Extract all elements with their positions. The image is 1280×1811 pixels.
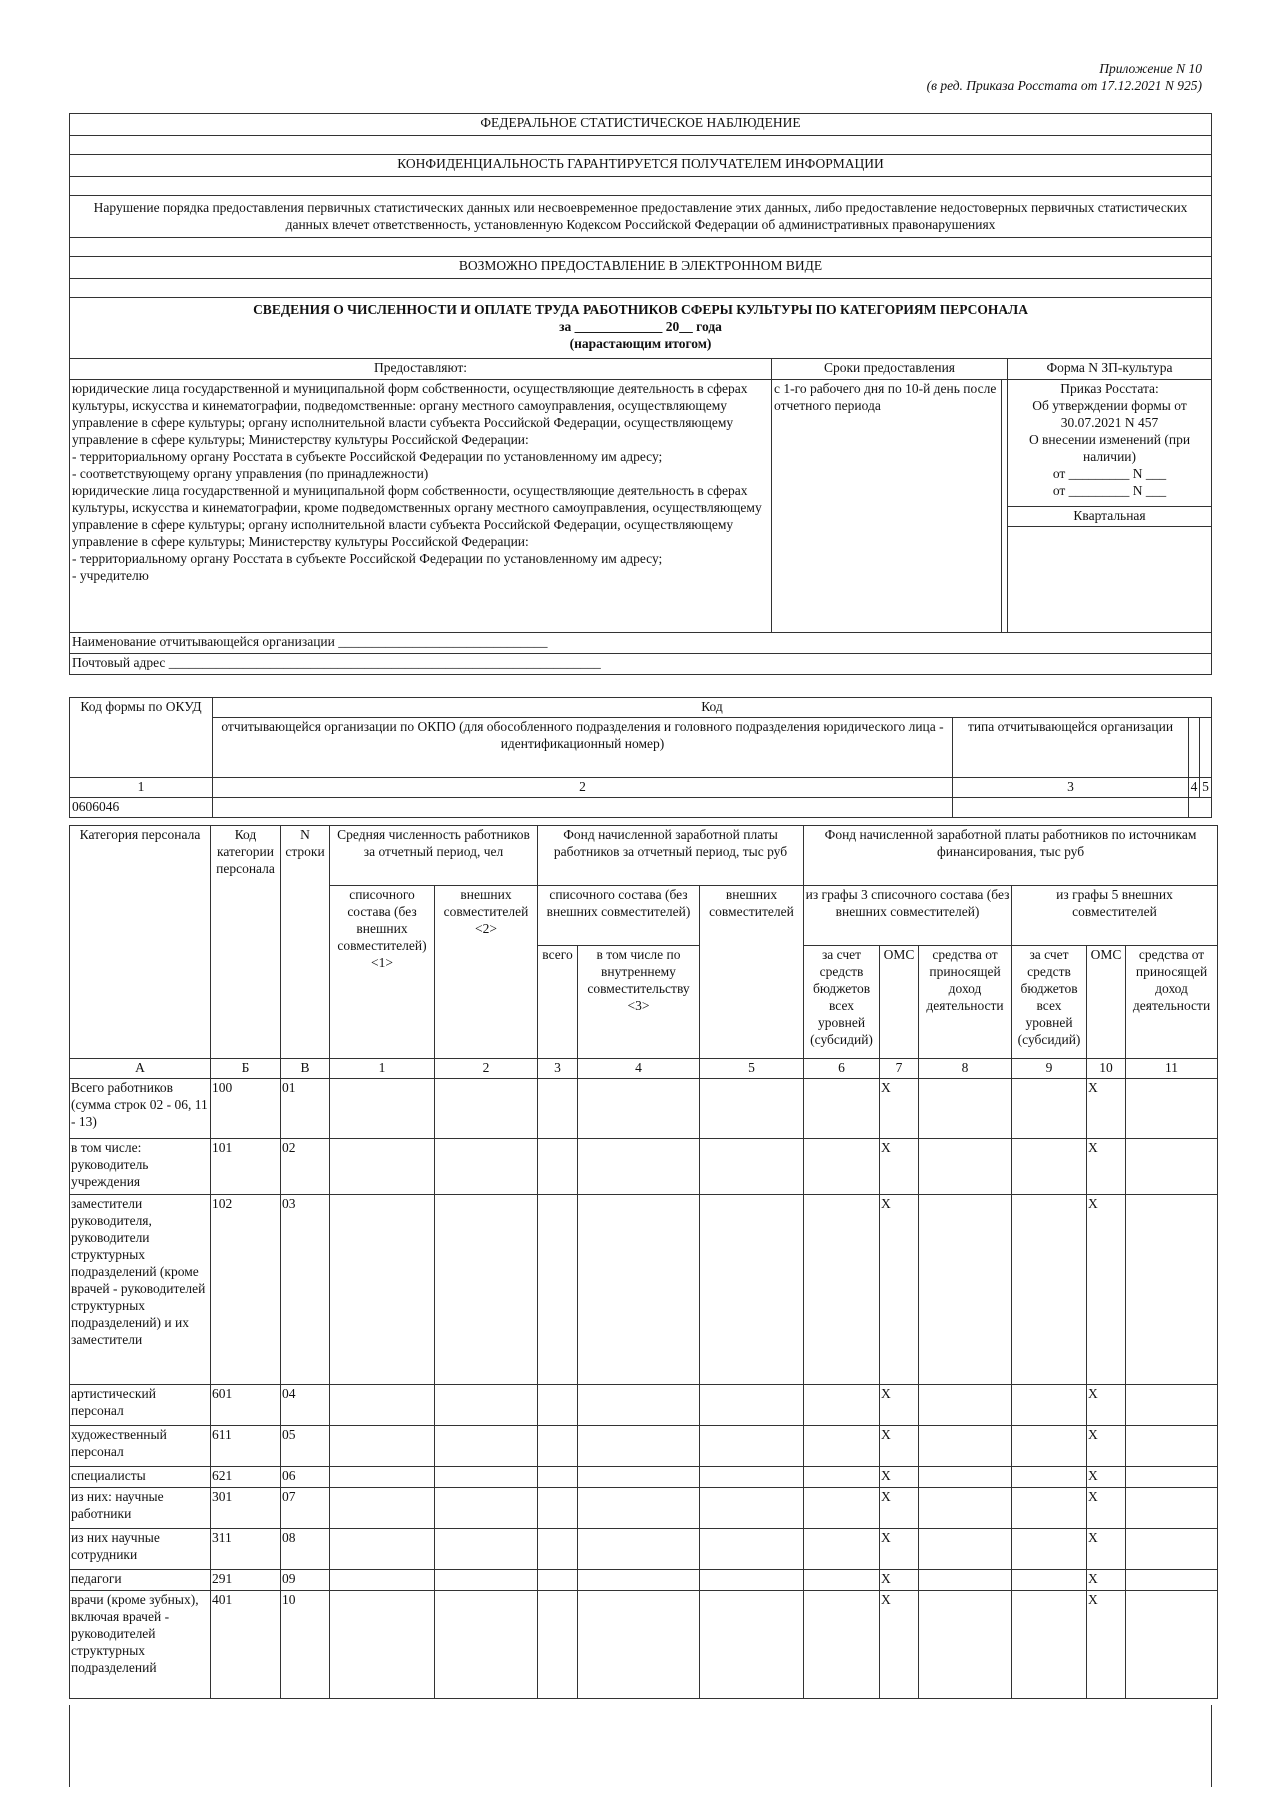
respondents-text-2: - территориальному органу Росстата в субъекте Российской Федерации по установленному им адресу; (72, 449, 663, 464)
cell-col10-x: X (1087, 1570, 1126, 1591)
row-line: 03 (281, 1195, 330, 1385)
cell-col5[interactable] (700, 1195, 804, 1385)
main-data-table (69, 825, 1218, 1699)
cell-col8[interactable] (919, 1195, 1012, 1385)
cell-col2[interactable] (435, 1591, 538, 1699)
cell-col11[interactable] (1126, 1467, 1218, 1488)
cell-col11[interactable] (1126, 1529, 1218, 1570)
cell-col3[interactable] (538, 1467, 578, 1488)
row-code: 301 (211, 1488, 281, 1529)
row-category: из них: научные работники (70, 1488, 211, 1529)
spacer-row (70, 238, 1212, 257)
cell-col2[interactable] (435, 1426, 538, 1467)
cell-col7-x: X (880, 1139, 919, 1195)
col-num-1: 1 (330, 1059, 435, 1079)
table-row (70, 1079, 1218, 1139)
cell-col11[interactable] (1126, 1488, 1218, 1529)
cell-col6[interactable] (804, 1488, 880, 1529)
row-line: 10 (281, 1591, 330, 1699)
cell-col7-x: X (880, 1195, 919, 1385)
spacer-row (70, 136, 1212, 155)
row-category: в том числе: руководитель учреждения (70, 1139, 211, 1195)
approval-line-4: от _________ N ___ (1052, 466, 1167, 481)
h-avg-external: внешних совместителей <2> (435, 886, 538, 1059)
row-category: заместители руководителя, руководители структурных подразделений (кроме врачей - руководителей структурных подразделений) и их заместители (70, 1195, 211, 1385)
row-category: из них научные сотрудники (70, 1529, 211, 1570)
cell-col8[interactable] (919, 1426, 1012, 1467)
row-code: 291 (211, 1570, 281, 1591)
row-line: 01 (281, 1079, 330, 1139)
report-period: за _____________ 20__ года (559, 319, 722, 334)
cell-col1[interactable] (330, 1529, 435, 1570)
h-wage-fund: Фонд начисленной заработной платы работников за отчетный период, тыс руб (538, 826, 804, 886)
cell-col11[interactable] (1126, 1195, 1218, 1385)
cell-col4[interactable] (578, 1385, 700, 1426)
code-num-5: 5 (1200, 778, 1212, 798)
row-category: артистический персонал (70, 1385, 211, 1426)
cell-col10-x: X (1087, 1488, 1126, 1529)
col-num-2: 2 (435, 1059, 538, 1079)
cell-col2[interactable] (435, 1195, 538, 1385)
cell-col9[interactable] (1012, 1385, 1087, 1426)
h-fund-external: внешних совместителей (700, 886, 804, 1059)
deadline-text: с 1-го рабочего дня по 10-й день после отчетного периода (772, 380, 1002, 633)
cell-col10-x: X (1087, 1591, 1126, 1699)
code-num-2: 2 (213, 778, 953, 798)
cell-col4[interactable] (578, 1488, 700, 1529)
cell-col6[interactable] (804, 1529, 880, 1570)
respondents-text-4: юридические лица государственной и муниципальной форм собственности, осуществляющие деятельность в сферах культуры, искусства и кинематографии, кроме подведомственных органу местного самоуправления, осуществляющему управление в сфере культуры; органу исполнительной власти субъекта Российской Федерации, осуществляющему управление в сфере культуры; Министерству культуры Российской Федерации: (72, 483, 762, 549)
cell-col3[interactable] (538, 1079, 578, 1139)
row-line: 07 (281, 1488, 330, 1529)
provide-header: Предоставляют: (70, 359, 772, 380)
row-code: 311 (211, 1529, 281, 1570)
row-code: 401 (211, 1591, 281, 1699)
cell-col4[interactable] (578, 1195, 700, 1385)
cell-col7-x: X (880, 1529, 919, 1570)
spacer-row (70, 177, 1212, 196)
cell-col9[interactable] (1012, 1426, 1087, 1467)
respondents-text-3: - соответствующему органу управления (по принадлежности) (72, 466, 429, 481)
cell-col4[interactable] (578, 1570, 700, 1591)
h-income-col8: средства от приносящей доход деятельности (919, 946, 1012, 1059)
col-num-a: А (70, 1059, 211, 1079)
org-type-value[interactable] (953, 798, 1189, 818)
approval-line-2: Об утверждении формы от 30.07.2021 N 457 (1032, 398, 1187, 430)
cell-col6[interactable] (804, 1426, 880, 1467)
row-line: 02 (281, 1139, 330, 1195)
cell-col11[interactable] (1126, 1570, 1218, 1591)
h-funding-sources: Фонд начисленной заработной платы работников по источникам финансирования, тыс руб (804, 826, 1218, 886)
code-header: Код (213, 698, 1212, 718)
cell-col2[interactable] (435, 1079, 538, 1139)
postal-address-line: Почтовый адрес ________________________________________________________________ (70, 654, 1212, 675)
cell-col2[interactable] (435, 1570, 538, 1591)
okpo-value[interactable] (213, 798, 953, 818)
cell-col9[interactable] (1012, 1467, 1087, 1488)
deadline-header: Сроки предоставления (772, 359, 1008, 380)
h-category-code: Код категории персонала (211, 826, 281, 1059)
okud-header: Код формы по ОКУД (70, 698, 213, 778)
appendix-number: Приложение N 10 (1099, 61, 1202, 76)
row-code: 102 (211, 1195, 281, 1385)
form-header-table (69, 113, 1212, 675)
cell-col5[interactable] (700, 1570, 804, 1591)
cell-col9[interactable] (1012, 1529, 1087, 1570)
cell-col8[interactable] (919, 1139, 1012, 1195)
cell-col10-x: X (1087, 1426, 1126, 1467)
cell-col9[interactable] (1012, 1570, 1087, 1591)
col-num-9: 9 (1012, 1059, 1087, 1079)
cell-col9[interactable] (1012, 1591, 1087, 1699)
row-category: специалисты (70, 1467, 211, 1488)
cell-col6[interactable] (804, 1591, 880, 1699)
form-number-header: Форма N ЗП-культура (1008, 359, 1212, 380)
cell-col6[interactable] (804, 1139, 880, 1195)
spacer-row (70, 279, 1212, 298)
cell-col8[interactable] (919, 1488, 1012, 1529)
cell-col3[interactable] (538, 1529, 578, 1570)
cell-col4[interactable] (578, 1467, 700, 1488)
cell-col2[interactable] (435, 1385, 538, 1426)
h-budget-col9: за счет средств бюджетов всех уровней (субсидий) (1012, 946, 1087, 1059)
cell-col10-x: X (1087, 1529, 1126, 1570)
appendix-revision: (в ред. Приказа Росстата от 17.12.2021 N 925) (926, 78, 1202, 93)
cell-col3[interactable] (538, 1426, 578, 1467)
cell-col5[interactable] (700, 1591, 804, 1699)
cell-col5[interactable] (700, 1529, 804, 1570)
cell-col10-x: X (1087, 1385, 1126, 1426)
row-code: 621 (211, 1467, 281, 1488)
cell-col2[interactable] (435, 1467, 538, 1488)
cell-col2[interactable] (435, 1529, 538, 1570)
table-row (70, 1570, 1218, 1591)
cell-col7-x: X (880, 1079, 919, 1139)
okpo-header: отчитывающейся организации по ОКПО (для обособленного подразделения и головного подразделения юридического лица - идентификационный номер) (213, 718, 953, 778)
cell-col5[interactable] (700, 1488, 804, 1529)
federal-observation: ФЕДЕРАЛЬНОЕ СТАТИСТИЧЕСКОЕ НАБЛЮДЕНИЕ (70, 114, 1212, 136)
h-avg-headcount: Средняя численность работников за отчетный период, чел (330, 826, 538, 886)
row-category: педагоги (70, 1570, 211, 1591)
cell-col5[interactable] (700, 1385, 804, 1426)
cell-col9[interactable] (1012, 1079, 1087, 1139)
cell-col8[interactable] (919, 1529, 1012, 1570)
row-code: 611 (211, 1426, 281, 1467)
page-continuation-frame (69, 1705, 1212, 1787)
approval-line-3: О внесении изменений (при наличии) (1028, 432, 1191, 464)
code-num-1: 1 (70, 778, 213, 798)
cell-col3[interactable] (538, 1570, 578, 1591)
cell-col7-x: X (880, 1488, 919, 1529)
col-num-8: 8 (919, 1059, 1012, 1079)
table-row (70, 1139, 1218, 1195)
form-title-block (70, 298, 1212, 359)
row-code: 100 (211, 1079, 281, 1139)
cell-col9[interactable] (1012, 1488, 1087, 1529)
okud-value: 0606046 (70, 798, 213, 818)
h-oms-col7: ОМС (880, 946, 919, 1059)
electronic-notice: ВОЗМОЖНО ПРЕДОСТАВЛЕНИЕ В ЭЛЕКТРОННОМ ВИДЕ (70, 257, 1212, 279)
cell-col6[interactable] (804, 1195, 880, 1385)
cell-col8[interactable] (919, 1079, 1012, 1139)
h-category: Категория персонала (70, 826, 211, 1059)
cell-col7-x: X (880, 1591, 919, 1699)
org-name-line: Наименование отчитывающейся организации _______________________________ (70, 633, 1212, 654)
cell-col11[interactable] (1126, 1426, 1218, 1467)
cell-col1[interactable] (330, 1139, 435, 1195)
cell-col5[interactable] (700, 1467, 804, 1488)
h-src-from-col3: из графы 3 списочного состава (без внешних совместителей) (804, 886, 1012, 946)
code-extra-value[interactable] (1189, 798, 1212, 818)
table-row (70, 1488, 1218, 1529)
cell-col1[interactable] (330, 1467, 435, 1488)
cell-col2[interactable] (435, 1139, 538, 1195)
approval-line-5: от _________ N ___ (1052, 483, 1167, 498)
row-category: Всего работников (сумма строк 02 - 06, 11 - 13) (70, 1079, 211, 1139)
cell-col1[interactable] (330, 1570, 435, 1591)
cell-col4[interactable] (578, 1426, 700, 1467)
cell-col10-x: X (1087, 1139, 1126, 1195)
cell-col3[interactable] (538, 1195, 578, 1385)
cell-col7-x: X (880, 1426, 919, 1467)
h-income-col11: средства от приносящей доход деятельности (1126, 946, 1218, 1059)
code-col-4-header (1189, 718, 1200, 778)
col-num-v: В (281, 1059, 330, 1079)
table-row (70, 1385, 1218, 1426)
row-code: 601 (211, 1385, 281, 1426)
col-num-11: 11 (1126, 1059, 1218, 1079)
form-approval (1008, 380, 1212, 507)
cell-col9[interactable] (1012, 1139, 1087, 1195)
cell-col10-x: X (1087, 1079, 1126, 1139)
h-src-from-col5: из графы 5 внешних совместителей (1012, 886, 1218, 946)
col-num-4: 4 (578, 1059, 700, 1079)
cell-col1[interactable] (330, 1385, 435, 1426)
h-budget-col6: за счет средств бюджетов всех уровней (субсидий) (804, 946, 880, 1059)
periodicity: Квартальная (1008, 507, 1212, 527)
cell-col1[interactable] (330, 1079, 435, 1139)
table-row (70, 1195, 1218, 1385)
code-col-5-header (1200, 718, 1212, 778)
row-line: 06 (281, 1467, 330, 1488)
cell-col1[interactable] (330, 1591, 435, 1699)
cell-col5[interactable] (700, 1079, 804, 1139)
cell-col5[interactable] (700, 1426, 804, 1467)
cell-col4[interactable] (578, 1591, 700, 1699)
h-avg-list: списочного состава (без внешних совместителей) <1> (330, 886, 435, 1059)
respondents-cell (70, 380, 772, 633)
h-oms-col10: ОМС (1087, 946, 1126, 1059)
col-num-b: Б (211, 1059, 281, 1079)
row-category: врачи (кроме зубных), включая врачей - руководителей структурных подразделений (70, 1591, 211, 1699)
table-row (70, 1426, 1218, 1467)
table-row (70, 1591, 1218, 1699)
cell-col1[interactable] (330, 1488, 435, 1529)
cell-col1[interactable] (330, 1195, 435, 1385)
cell-col7-x: X (880, 1467, 919, 1488)
cell-col8[interactable] (919, 1385, 1012, 1426)
code-num-3: 3 (953, 778, 1189, 798)
approval-line-1: Приказ Росстата: (1060, 381, 1159, 396)
cell-col11[interactable] (1126, 1139, 1218, 1195)
cell-col6[interactable] (804, 1570, 880, 1591)
appendix-note (927, 60, 1202, 94)
respondents-text-6: - учредителю (72, 568, 149, 583)
col-num-5: 5 (700, 1059, 804, 1079)
cell-col11[interactable] (1126, 1591, 1218, 1699)
row-line: 04 (281, 1385, 330, 1426)
cell-col8[interactable] (919, 1467, 1012, 1488)
empty-form-cell (1008, 527, 1212, 633)
cell-col8[interactable] (919, 1591, 1012, 1699)
cell-col7-x: X (880, 1570, 919, 1591)
table-row (70, 1467, 1218, 1488)
form-title: СВЕДЕНИЯ О ЧИСЛЕННОСТИ И ОПЛАТЕ ТРУДА РАБОТНИКОВ СФЕРЫ КУЛЬТУРЫ ПО КАТЕГОРИЯМ ПЕРСОНАЛА (253, 302, 1028, 317)
respondents-text-5: - территориальному органу Росстата в субъекте Российской Федерации по установленному им адресу; (72, 551, 663, 566)
h-fund-internal: в том числе по внутреннему совместительству <3> (578, 946, 700, 1059)
row-code: 101 (211, 1139, 281, 1195)
cell-col8[interactable] (919, 1570, 1012, 1591)
cell-col10-x: X (1087, 1467, 1126, 1488)
table-row (70, 1529, 1218, 1570)
row-category: художественный персонал (70, 1426, 211, 1467)
cell-col7-x: X (880, 1385, 919, 1426)
cell-col1[interactable] (330, 1426, 435, 1467)
cell-col3[interactable] (538, 1385, 578, 1426)
col-num-7: 7 (880, 1059, 919, 1079)
code-num-4: 4 (1189, 778, 1200, 798)
cell-col4[interactable] (578, 1529, 700, 1570)
cell-col4[interactable] (578, 1079, 700, 1139)
respondents-text-1: юридические лица государственной и муниципальной форм собственности, осуществляющие деятельность в сферах культуры, искусства и кинематографии, подведомственные: органу местного самоуправления, осуществляющему управление в сфере культуры; органу исполнительной власти субъекта Российской Федерации, осуществляющему управление в сфере культуры; Министерству культуры Российской Федерации: (72, 381, 748, 447)
liability-notice: Нарушение порядка предоставления первичных статистических данных или несвоевременное предоставление этих данных, либо предоставление недостоверных первичных статистических данных влечет ответственность, установленную Кодексом Российской Федерации об административных правонарушениях (70, 196, 1212, 238)
codes-table (69, 697, 1212, 818)
cell-col11[interactable] (1126, 1385, 1218, 1426)
col-num-3: 3 (538, 1059, 578, 1079)
row-line: 09 (281, 1570, 330, 1591)
row-line: 05 (281, 1426, 330, 1467)
h-line-number: N строки (281, 826, 330, 1059)
cell-col2[interactable] (435, 1488, 538, 1529)
cell-col10-x: X (1087, 1195, 1126, 1385)
cell-col6[interactable] (804, 1385, 880, 1426)
cell-col4[interactable] (578, 1139, 700, 1195)
col-num-6: 6 (804, 1059, 880, 1079)
org-type-header: типа отчитывающейся организации (953, 718, 1189, 778)
h-fund-list: списочного состава (без внешних совместителей) (538, 886, 700, 946)
cell-col3[interactable] (538, 1139, 578, 1195)
cell-col9[interactable] (1012, 1195, 1087, 1385)
confidentiality-notice: КОНФИДЕНЦИАЛЬНОСТЬ ГАРАНТИРУЕТСЯ ПОЛУЧАТЕЛЕМ ИНФОРМАЦИИ (70, 155, 1212, 177)
cell-col3[interactable] (538, 1488, 578, 1529)
column-numbers-row (70, 1059, 1218, 1079)
row-line: 08 (281, 1529, 330, 1570)
cumulative-note: (нарастающим итогом) (569, 336, 712, 351)
cell-col3[interactable] (538, 1591, 578, 1699)
cell-col5[interactable] (700, 1139, 804, 1195)
cell-col11[interactable] (1126, 1079, 1218, 1139)
cell-col6[interactable] (804, 1467, 880, 1488)
col-num-10: 10 (1087, 1059, 1126, 1079)
h-fund-total: всего (538, 946, 578, 1059)
cell-col6[interactable] (804, 1079, 880, 1139)
